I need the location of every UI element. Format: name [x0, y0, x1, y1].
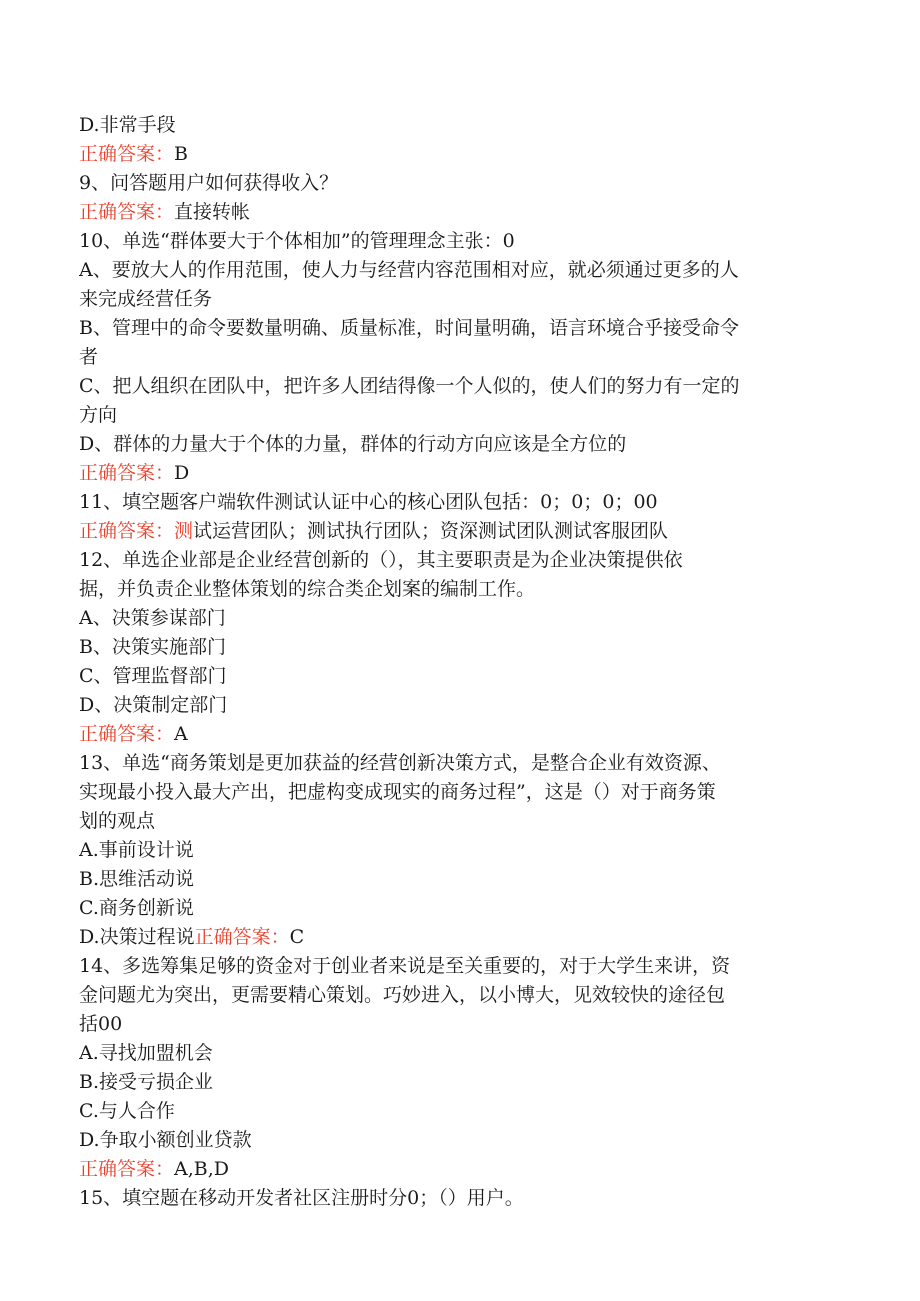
question-line: 9、问答题用户如何获得收入？: [79, 172, 339, 194]
answer-label: 正确答案：: [79, 143, 175, 165]
option-line: 者: [79, 346, 99, 368]
option-line: A、决策参谋部门: [79, 607, 226, 629]
question-line: 划的观点: [79, 810, 156, 832]
answer-label: 正确答案：: [79, 462, 175, 484]
option-line: C、把人组织在团队中，把许多人团结得像一个人似的，使人们的努力有一定的: [79, 375, 740, 397]
answer-line: 正确答案：测试运营团队；测试执行团队；资深测试团队测试客服团队: [79, 520, 669, 542]
answer-label: 正确答案：: [194, 926, 290, 948]
option-line: A.事前设计说: [79, 839, 194, 861]
answer-line: 正确答案：A,B,D: [79, 1158, 230, 1180]
question-line: 13、单选“商务策划是更加获益的经营创新决策方式，是整合企业有效资源、: [79, 752, 721, 774]
answer-label: 正确答案：: [79, 201, 175, 223]
option-line: B.接受亏损企业: [79, 1071, 214, 1093]
question-line: 括00: [79, 1013, 123, 1035]
answer-label: 正确答案：: [79, 1158, 175, 1180]
answer-label: 正确答案：: [79, 723, 175, 745]
question-line: 实现最小投入最大产出，把虚构变成现实的商务过程”，这是（）对于商务策: [79, 781, 716, 803]
option-line: D、决策制定部门: [79, 694, 228, 716]
option-line: 方向: [79, 404, 118, 426]
option-line: D.非常手段: [79, 114, 176, 136]
option-line: A.寻找加盟机会: [79, 1042, 213, 1064]
question-line: 据，并负责企业整体策划的综合类企划案的编制工作。: [79, 578, 536, 600]
option-line: B、决策实施部门: [79, 636, 226, 658]
answer-label: 正确答案：测: [79, 520, 194, 542]
option-line: D、群体的力量大于个体的力量，群体的行动方向应该是全方位的: [79, 433, 627, 455]
question-line: 12、单选企业部是企业经营创新的（），其主要职责是为企业决策提供依: [79, 549, 683, 571]
question-line: 11、填空题客户端软件测试认证中心的核心团队包括：0；0；0；00: [79, 491, 658, 513]
answer-line: 正确答案：B: [79, 143, 188, 165]
question-line: 14、多选筹集足够的资金对于创业者来说是至关重要的，对于大学生来讲，资: [79, 955, 731, 977]
option-line: B、管理中的命令要数量明确、质量标准，时间量明确，语言环境合乎接受命令: [79, 317, 739, 339]
option-line: D.决策过程说正确答案：C: [79, 926, 305, 948]
option-line: 来完成经营任务: [79, 288, 213, 310]
option-line: A、要放大人的作用范围，使人力与经营内容范围相对应，就必须通过更多的人: [79, 259, 739, 281]
answer-line: 正确答案：A: [79, 723, 188, 745]
question-line: 10、单选“群体要大于个体相加”的管理理念主张：0: [79, 230, 515, 252]
option-line: C.商务创新说: [79, 897, 194, 919]
option-line: C.与人合作: [79, 1100, 175, 1122]
answer-line: 正确答案：D: [79, 462, 190, 484]
question-line: 15、填空题在移动开发者社区注册时分0；（）用户。: [79, 1187, 524, 1209]
option-line: C、管理监督部门: [79, 665, 227, 687]
question-line: 金问题尤为突出，更需要精心策划。巧妙进入，以小博大，见效较快的途径包: [79, 984, 726, 1006]
answer-line: 正确答案：直接转帐: [79, 201, 251, 223]
option-line: D.争取小额创业贷款: [79, 1129, 252, 1151]
option-line: B.思维活动说: [79, 868, 195, 890]
